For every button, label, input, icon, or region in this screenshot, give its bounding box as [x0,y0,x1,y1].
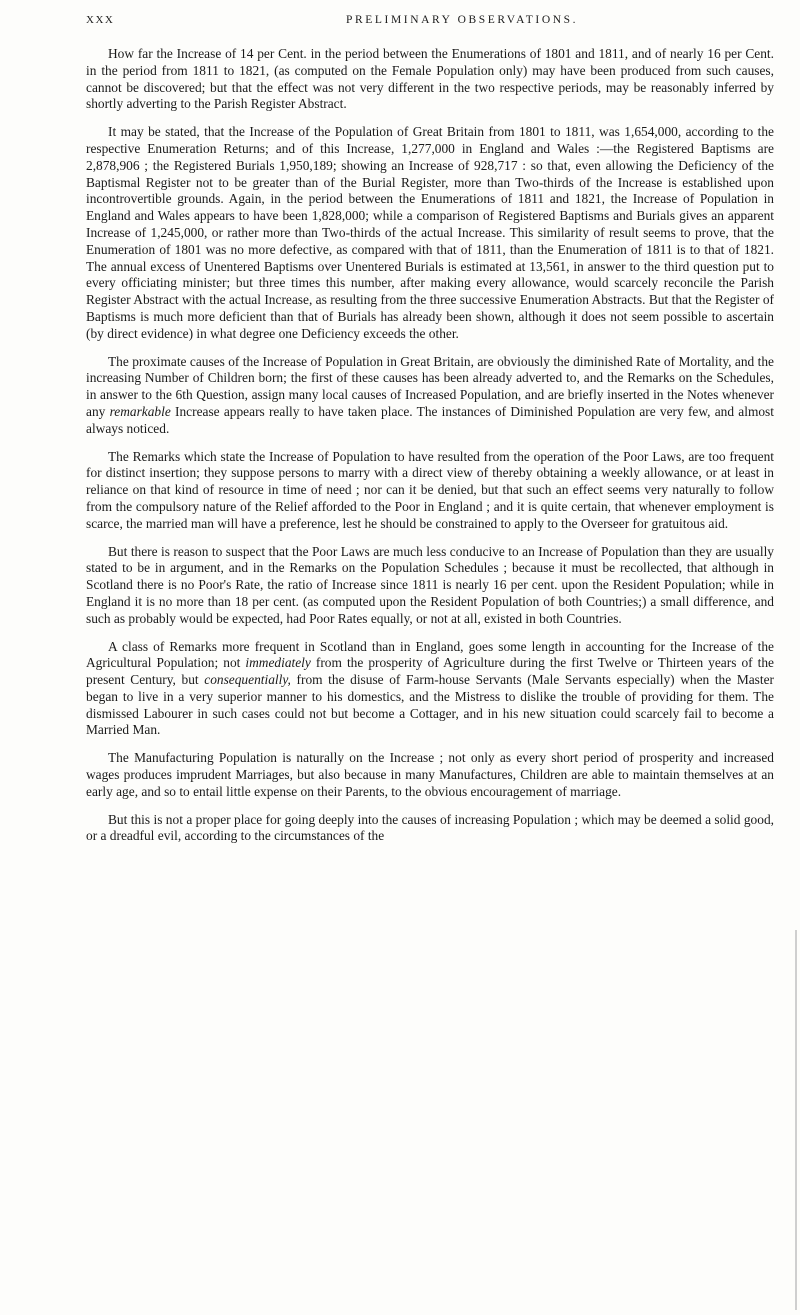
paragraph-text: The Manufacturing Population is naturally on the Increase ; not only as every short period of prosperity and increased wages produces imprudent Marriages, but also because in many Manufactures, Children are able to maintain themselves at an early age, and so to entail little expense on their Parents, to the obvious encouragement of marriage. [86,750,774,799]
paragraph [86,449,774,533]
paragraph-text: from the disuse of Farm-house Servants (Male Servants especially) when the Master began to live in a very superior manner to his domestics, and the Mistress to dislike the trouble of providing for them. The dismissed Labourer in such cases could not but become a Cottager, and in his new situation could scarcely fail to become a Married Man. [86,672,774,738]
italic-text: immediately [245,655,311,671]
paragraph [86,124,774,342]
paragraph-text: But there is reason to suspect that the Poor Laws are much less conducive to an Increase of Population than they are usually stated to be in argument, and in the Remarks on the Population Schedules ; because it must be recollected, that although in Scotland there is no Poor's Rate, the ratio of Increase since 1811 is nearly 16 per cent. upon the Resident Population; while in England it is no more than 18 per cent. (as computed upon the Resident Population of both Countries;) a small difference, and such as probably would be expected, had Poor Rates equally, or not at all, existed in both Countries. [86,543,774,626]
paragraph-text: But this is not a proper place for going deeply into the causes of increasing Population ; which may be deemed a solid good, or a dreadful evil, according to the circumstances of the [86,811,774,844]
page-edge-mark [795,930,797,1310]
paragraph-text: The proximate causes of the Increase of Population in Great Britain, are obviously the diminished Rate of Mortality, and the increasing Number of Children born; the first of these causes has been already adverted to, and the Remarks on the Schedules, in answer to the 6th Question, assign many local causes of Increased Population, and are briefly inserted in the Notes whenever any [86,353,774,419]
paragraph [86,354,774,438]
body-text [86,46,774,856]
running-head: PRELIMINARY OBSERVATIONS. [346,14,579,26]
paragraph-text: The Remarks which state the Increase of Population to have resulted from the operation of the Poor Laws, are too frequent for distinct insertion; they suppose persons to marry with a direct view of thereby obtaining a weekly allowance, or at least in reliance on that kind of resource in time of need ; nor can it be denied, but that such an effect seems very naturally to follow from the compulsory nature of the Relief afforded to the Poor in England ; and it is quite certain, that whenever employment is scarce, the married man will have a preference, lest he should be constrained to apply to the Overseer for gratuitous aid. [86,448,774,531]
page-header [86,12,776,34]
page-number: XXX [86,14,115,26]
italic-text: consequentially, [204,672,291,688]
paragraph-text: A class of Remarks more frequent in Scotland than in England, goes some length in accounting for the Increase of the Agricultural Population; not [86,638,774,671]
paragraph [86,46,774,113]
paragraph-text: from the prosperity of Agriculture during the first Twelve or Thirteen years of the present Century, but [86,655,774,688]
paragraph [86,639,774,740]
paragraph-text: It may be stated, that the Increase of the Population of Great Britain from 1801 to 1811, was 1,654,000, according to the respective Enumeration Returns; and of this Increase, 1,277,000 in England and Wales :—the Registered Baptisms are 2,878,906 ; the Registered Burials 1,950,189; showing an Increase of 928,717 : so that, even allowing the Deficiency of the Baptismal Register not to be greater than of the Burial Register, more than Two-thirds of the Increase is established upon incontrovertible grounds. Again, in the period between the Enumerations of 1811 and 1821, the Increase of Population in England and Wales appears to have been 1,828,000; while a comparison of Registered Baptisms and Burials gives an apparent Increase of 1,245,000, or rather more than Two-thirds of the actual Increase. This similarity of result seems to prove, that the Enumeration of 1801 was no more defective, as compared with that of 1811, than the Enumeration of 1811 is to that of 1821. The annual excess of Unentered Baptisms over Unentered Burials is estimated at 13,561, in answer to the third question put to every officiating minister; but three times this number, after making every allowance, would scarcely reconcile the Parish Register Abstract with the actual Increase, as resulting from the three successive Enumeration Abstracts. But that the Register of Baptisms is much more deficient than that of Burials has already been shown, although it does not seem possible to ascertain (by direct evidence) in what degree one Deficiency exceeds the other. [86,124,774,341]
paragraph-text: How far the Increase of 14 per Cent. in the period between the Enumerations of 1801 and 1811, and of nearly 16 per Cent. in the period from 1811 to 1821, (as computed on the Female Population only) may have been produced from such causes, cannot be discovered; but that the effect was not very different in the two respective periods, may be reasonably inferred by shortly adverting to the Parish Register Abstract. [86,46,774,112]
paragraph [86,812,774,846]
paragraph-text: Increase appears really to have taken place. The instances of Diminished Population are very few, and almost always noticed. [86,403,774,436]
paragraph [86,750,774,800]
italic-text: remarkable [109,403,171,419]
paragraph [86,544,774,628]
